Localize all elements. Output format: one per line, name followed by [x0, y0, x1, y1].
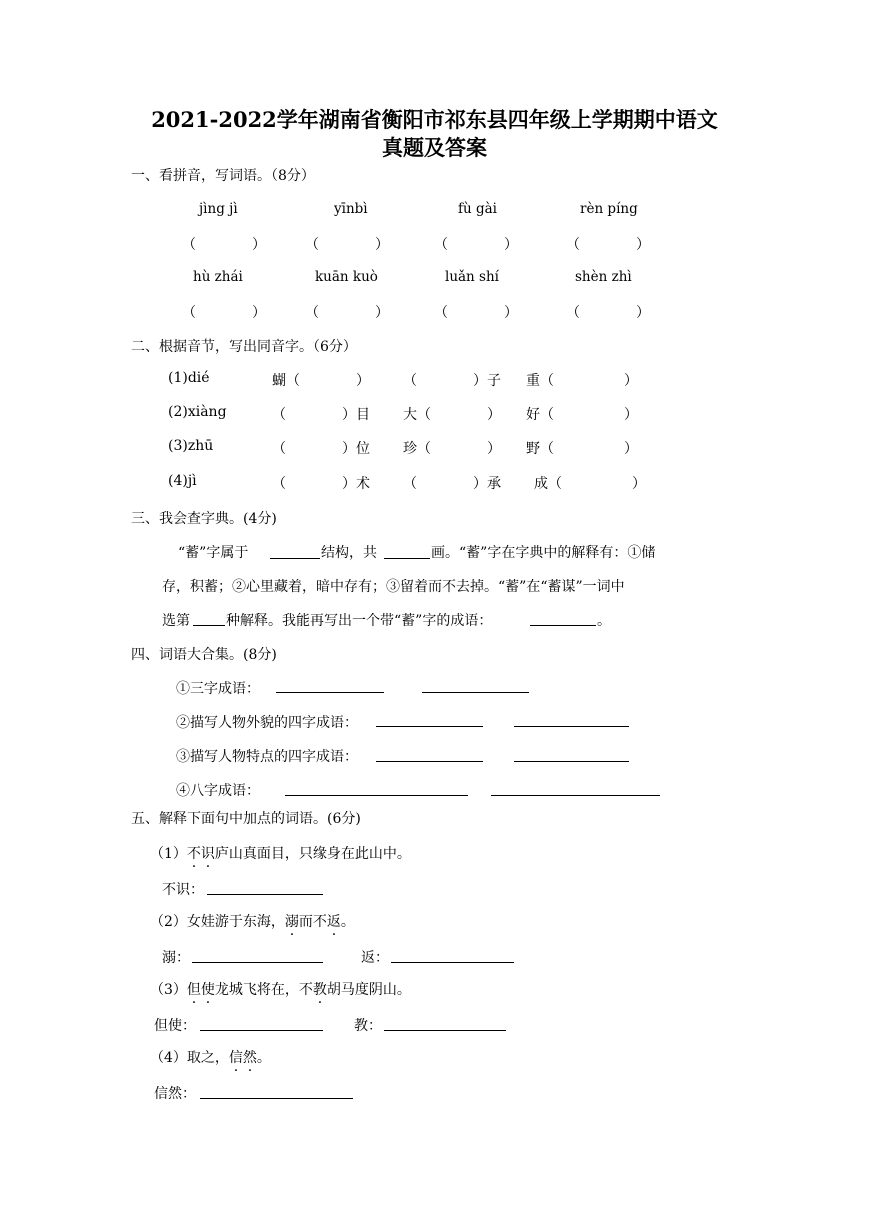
blank-line[interactable] — [207, 894, 323, 895]
section-3-heading: 三、我会查字典。(4分) — [131, 511, 277, 527]
question-2 — [150, 911, 355, 931]
paragraph-text: 存，积蓄；②心里藏着，暗中存有；③留着而不去掉。“蓄”在“蓄谋”一词中 — [162, 579, 625, 595]
question-4 — [150, 1047, 271, 1067]
question-text: （4）取之， — [150, 1050, 229, 1066]
answer-box[interactable]: （ ） — [182, 237, 266, 253]
answer-box[interactable]: （ ） — [434, 237, 518, 253]
paragraph-text: 种解释。我能再写出一个带“蓄”字的成语： — [226, 613, 493, 629]
answer-item[interactable]: 好（ ） — [526, 407, 638, 423]
answer-item[interactable]: （ ）术 — [272, 476, 370, 492]
question-text: （1） — [150, 846, 187, 862]
answer-item[interactable]: 大（ ） — [403, 407, 501, 423]
answer-item[interactable]: （ ）位 — [272, 441, 370, 457]
question-text: （2）女娃游于东海， — [150, 914, 285, 930]
answer-item[interactable]: 珍（ ） — [403, 441, 501, 457]
blank-line[interactable] — [376, 761, 483, 762]
page-title-line2: 真题及答案 — [382, 135, 487, 160]
dotted-char: 不 — [186, 846, 201, 862]
blank-line[interactable] — [514, 726, 629, 727]
paragraph-text: “蓄”字属于 — [178, 545, 249, 561]
blank-line[interactable] — [384, 1030, 506, 1031]
section-5-heading: 五、解释下面句中加点的词语。(6分) — [131, 811, 361, 827]
pinyin-renping: rèn píng — [580, 201, 638, 217]
answer-box[interactable]: （ ） — [566, 237, 650, 253]
blank-line[interactable] — [200, 1098, 353, 1099]
answer-box[interactable]: （ ） — [566, 305, 650, 321]
pinyin-luanshi: luǎn shí — [445, 269, 499, 285]
question-text: 胡马度阴山。 — [326, 982, 411, 998]
dotted-char: 但 — [186, 982, 201, 998]
answer-item[interactable]: （ ）承 — [403, 476, 501, 492]
row-label: (4)jì — [168, 473, 197, 489]
question-text: 。 — [340, 914, 355, 930]
answer-box[interactable]: （ ） — [434, 305, 518, 321]
page-title: 2021-2022学年湖南省衡阳市祁东县四年级上学期期中语文 — [151, 107, 718, 132]
pinyin-huzhai: hù zhái — [193, 269, 243, 285]
pinyin-jingji: jìng jì — [199, 201, 238, 217]
answer-label: 返： — [361, 950, 389, 966]
question-text: 庐山真面目，只缘身在此山中。 — [214, 846, 411, 862]
question-3 — [150, 979, 411, 999]
paragraph-text: 画。“蓄”字在字典中的解释有：①储 — [431, 545, 656, 561]
question-text: 。 — [256, 1050, 271, 1066]
answer-item[interactable]: （ ）子 — [403, 373, 501, 389]
blank-line[interactable] — [192, 962, 323, 963]
paragraph-text: 。 — [597, 613, 611, 629]
blank-line[interactable] — [376, 726, 483, 727]
dotted-char: 信 — [228, 1050, 243, 1066]
blank-line[interactable] — [285, 795, 468, 796]
pinyin-yinbi: yīnbì — [334, 201, 368, 217]
dotted-char: 使 — [200, 982, 215, 998]
item-label: ③描写人物特点的四字成语： — [176, 749, 358, 765]
blank-line[interactable] — [422, 692, 529, 693]
section-4-heading: 四、词语大合集。(8分) — [131, 647, 277, 663]
answer-box[interactable]: （ ） — [182, 305, 266, 321]
dotted-char: 然 — [242, 1050, 257, 1066]
item-label: ④八字成语： — [176, 783, 260, 799]
blank-line[interactable] — [200, 1030, 323, 1031]
row-label: (1)dié — [168, 370, 210, 386]
blank-line[interactable] — [491, 795, 660, 796]
question-text: （3） — [150, 982, 187, 998]
blank-line[interactable] — [384, 558, 430, 559]
dotted-char: 返 — [326, 914, 341, 930]
blank-line[interactable] — [193, 625, 225, 626]
answer-label: 不识： — [162, 882, 204, 898]
answer-box[interactable]: （ ） — [305, 305, 389, 321]
dotted-char: 教 — [312, 982, 327, 998]
answer-item[interactable]: 成（ ） — [534, 476, 646, 492]
answer-box[interactable]: （ ） — [305, 237, 389, 253]
row-label: (2)xiàng — [168, 404, 227, 420]
paragraph-text: 选第 — [162, 613, 190, 629]
item-label: ②描写人物外貌的四字成语： — [176, 715, 358, 731]
answer-item[interactable]: 蝴（ ） — [272, 373, 370, 389]
blank-line[interactable] — [514, 761, 629, 762]
dotted-char: 溺 — [284, 914, 299, 930]
answer-label: 溺： — [162, 950, 190, 966]
section-1-heading: 一、看拼音，写词语。（8分） — [131, 168, 315, 184]
section-2-heading: 二、根据音节，写出同音字。（6分） — [131, 339, 357, 355]
answer-item[interactable]: （ ）目 — [272, 407, 370, 423]
answer-label: 教： — [354, 1018, 382, 1034]
pinyin-shenzhi: shèn zhì — [575, 269, 632, 285]
pinyin-fugai: fù gài — [458, 201, 497, 217]
answer-item[interactable]: 重（ ） — [526, 373, 638, 389]
item-label: ①三字成语： — [176, 681, 260, 697]
row-label: (3)zhū — [168, 438, 214, 454]
blank-line[interactable] — [391, 962, 514, 963]
question-text: 而不 — [298, 914, 327, 930]
pinyin-kuankuo: kuān kuò — [315, 269, 378, 285]
question-text: 龙城飞将在，不 — [214, 982, 313, 998]
dotted-char: 识 — [200, 846, 215, 862]
answer-label: 信然： — [154, 1086, 196, 1102]
blank-line[interactable] — [530, 625, 596, 626]
paragraph-text: 结构，共 — [321, 545, 377, 561]
answer-item[interactable]: 野（ ） — [526, 441, 638, 457]
answer-label: 但使： — [154, 1018, 196, 1034]
blank-line[interactable] — [276, 692, 384, 693]
blank-line[interactable] — [270, 558, 320, 559]
question-1 — [150, 843, 411, 863]
